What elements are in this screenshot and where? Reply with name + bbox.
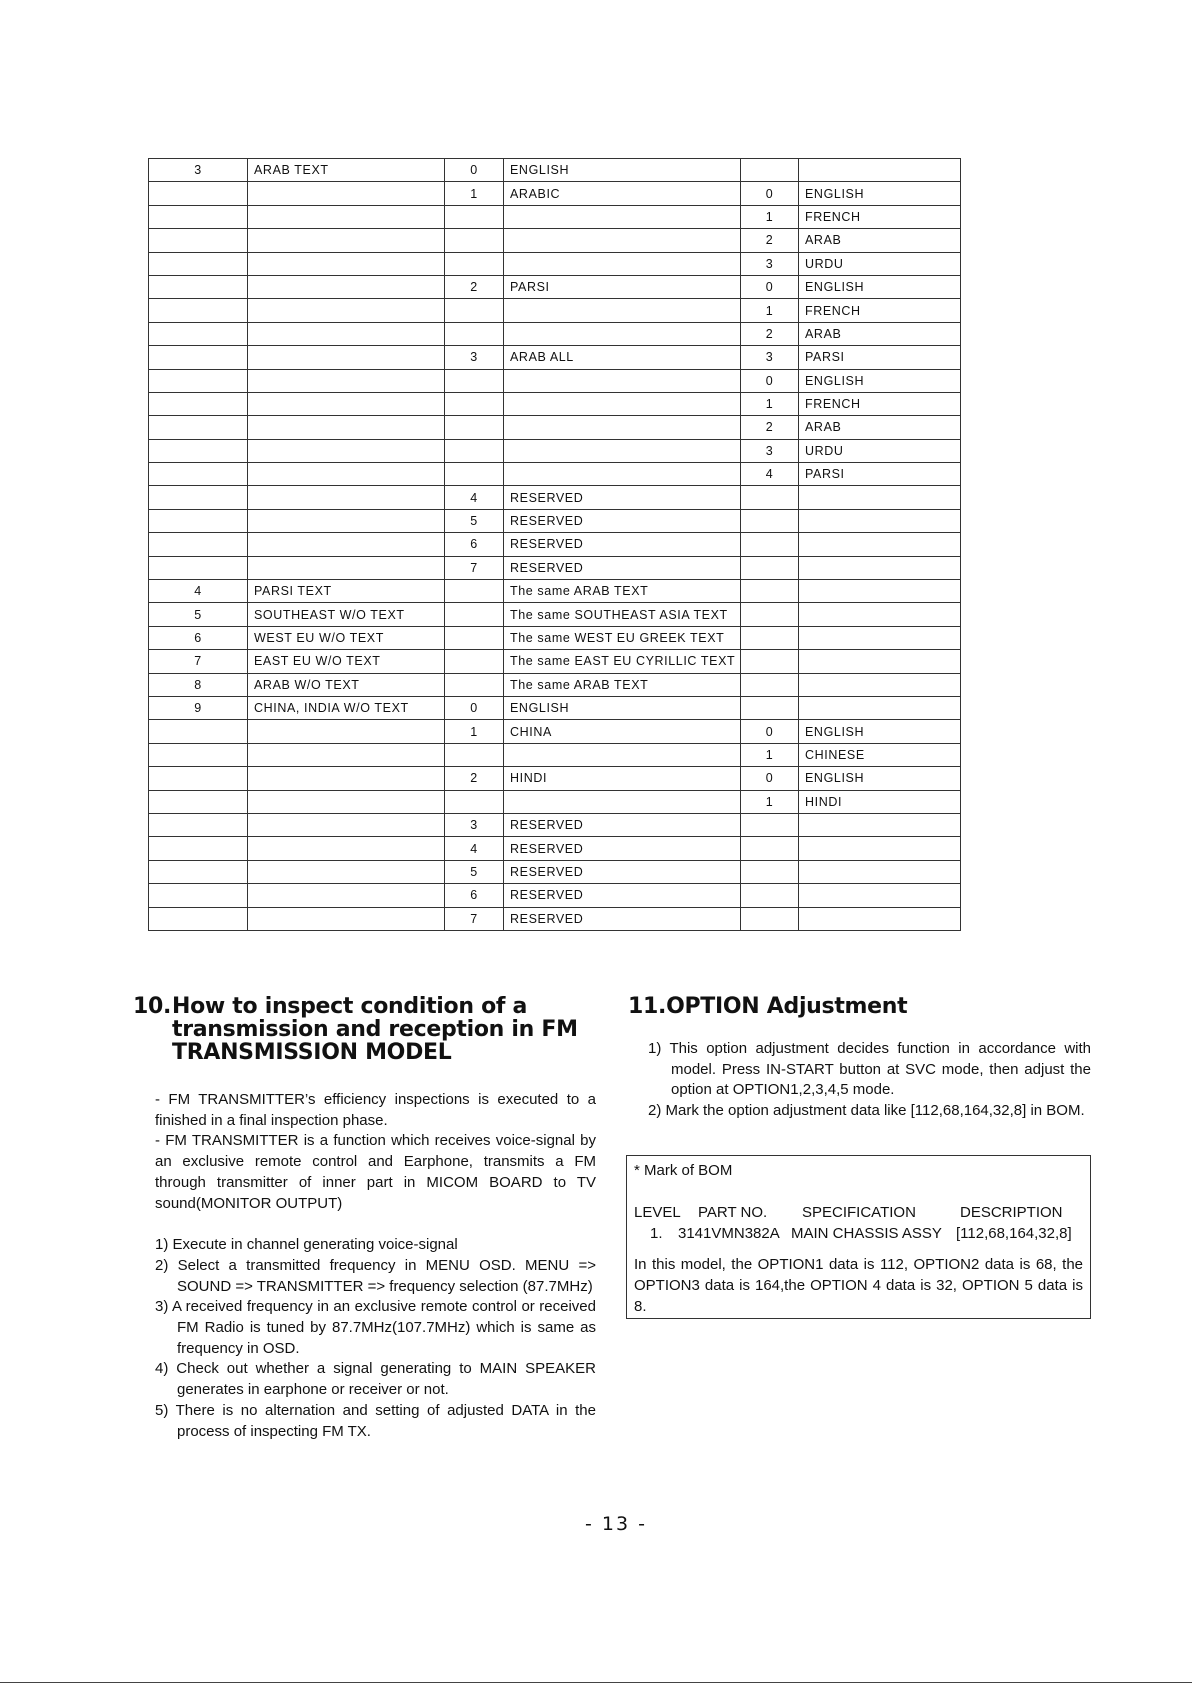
table-cell [445,743,504,766]
table-cell [149,346,248,369]
table-cell: 4 [741,463,799,486]
table-cell [248,275,445,298]
table-cell [504,205,741,228]
table-cell [149,837,248,860]
table-cell [445,439,504,462]
table-cell [741,860,799,883]
table-cell [799,626,961,649]
table-cell: 1 [741,205,799,228]
table-cell: ENGLISH [504,159,741,182]
table-cell [799,603,961,626]
table-cell: ENGLISH [799,182,961,205]
table-cell: ARAB W/O TEXT [248,673,445,696]
table-cell: 7 [149,650,248,673]
table-cell [445,392,504,415]
table-cell [445,463,504,486]
table-cell: PARSI [504,275,741,298]
table-row [149,884,961,907]
table-cell: FRENCH [799,205,961,228]
table-cell [248,860,445,883]
table-cell [248,743,445,766]
table-cell: FRENCH [799,299,961,322]
table-cell [504,299,741,322]
table-cell [248,252,445,275]
table-cell: 0 [741,720,799,743]
table-cell: WEST EU W/O TEXT [248,626,445,649]
section-11-item-1: 1) This option adjustment decides function in accordance with model. Press IN-START button at SVC mode, then adjust the option at OPTION1,2,3,4,5 mode. [648,1040,1091,1099]
table-cell [248,907,445,930]
bom-header-desc: DESCRIPTION [960,1204,1063,1221]
table-cell [741,159,799,182]
table-row [149,299,961,322]
table-cell: CHINA [504,720,741,743]
table-cell [149,182,248,205]
table-cell: The same ARAB TEXT [504,673,741,696]
table-cell [149,813,248,836]
table-cell: 0 [445,159,504,182]
table-cell: RESERVED [504,860,741,883]
table-row [149,743,961,766]
table-cell [504,392,741,415]
table-cell [149,533,248,556]
table-cell [248,322,445,345]
table-cell: 6 [445,884,504,907]
table-cell [248,463,445,486]
table-cell [248,533,445,556]
table-cell [741,696,799,719]
table-row [149,720,961,743]
table-cell [149,322,248,345]
table-cell [248,486,445,509]
table-cell [799,907,961,930]
table-cell [248,299,445,322]
table-cell: ENGLISH [799,767,961,790]
table-cell [149,252,248,275]
bom-description: [112,68,164,32,8] [956,1225,1072,1242]
table-cell: 2 [741,322,799,345]
table-cell: RESERVED [504,884,741,907]
table-cell [149,205,248,228]
table-cell: 4 [445,486,504,509]
table-cell: HINDI [504,767,741,790]
bom-header-spec: SPECIFICATION [802,1204,916,1221]
table-cell: 3 [149,159,248,182]
table-cell: 2 [741,229,799,252]
table-cell: The same EAST EU CYRILLIC TEXT [504,650,741,673]
table-cell: ENGLISH [799,369,961,392]
table-row [149,907,961,930]
table-cell [504,229,741,252]
table-cell [799,860,961,883]
table-cell: ARAB [799,416,961,439]
table-cell [149,463,248,486]
table-cell [149,556,248,579]
table-cell [248,720,445,743]
table-cell [445,626,504,649]
table-row [149,416,961,439]
table-cell [248,439,445,462]
table-cell [799,813,961,836]
table-cell: PARSI [799,346,961,369]
table-cell [149,486,248,509]
table-row [149,696,961,719]
table-cell [248,369,445,392]
table-cell [149,369,248,392]
table-row [149,837,961,860]
table-cell [741,813,799,836]
table-cell: 3 [445,813,504,836]
table-cell: 1 [741,392,799,415]
table-cell: CHINESE [799,743,961,766]
table-cell [149,767,248,790]
table-cell: ARAB ALL [504,346,741,369]
table-cell: 0 [741,275,799,298]
table-cell [741,580,799,603]
table-cell: 9 [149,696,248,719]
table-cell [741,486,799,509]
table-row [149,860,961,883]
table-cell: CHINA, INDIA W/O TEXT [248,696,445,719]
table-cell [149,392,248,415]
table-cell [149,299,248,322]
table-cell [504,322,741,345]
option-table-body [149,159,961,931]
table-cell [799,556,961,579]
table-cell [248,205,445,228]
table-cell: ARAB TEXT [248,159,445,182]
table-cell: The same SOUTHEAST ASIA TEXT [504,603,741,626]
table-cell: 8 [149,673,248,696]
table-cell [799,837,961,860]
table-cell: FRENCH [799,392,961,415]
table-cell [149,743,248,766]
table-cell: 7 [445,556,504,579]
table-cell [799,580,961,603]
table-cell [741,884,799,907]
table-cell: 6 [445,533,504,556]
table-cell: 2 [445,275,504,298]
table-row [149,159,961,182]
bom-note: In this model, the OPTION1 data is 112, OPTION2 data is 68, the OPTION3 data is 164,the OPTION 4 data is 32, OPTION 5 data is 8. [634,1256,1083,1315]
table-cell [504,252,741,275]
section-10-step-3: 3) A received frequency in an exclusive remote control or received FM Radio is tuned by 87.7MHz(107.7MHz) which is same as frequency in OSD. [155,1298,596,1357]
table-cell: 5 [445,860,504,883]
table-row [149,509,961,532]
table-cell [741,837,799,860]
section-10-step-5: 5) There is no alternation and setting of adjusted DATA in the process of inspecting FM TX. [155,1401,596,1440]
table-cell: RESERVED [504,556,741,579]
section-11-body [648,1039,1091,1122]
table-cell [149,720,248,743]
table-row [149,813,961,836]
table-cell: 5 [149,603,248,626]
table-cell [799,533,961,556]
table-cell: 1 [445,720,504,743]
page-number: - 13 - [585,1513,647,1535]
table-cell: 1 [445,182,504,205]
table-cell [445,252,504,275]
table-cell [149,229,248,252]
table-row [149,322,961,345]
table-cell [248,767,445,790]
option-table [148,158,961,931]
bom-box [626,1155,1091,1319]
table-cell: RESERVED [504,813,741,836]
bom-heading: * Mark of BOM [634,1162,733,1179]
table-cell: ENGLISH [799,275,961,298]
table-cell [445,229,504,252]
table-cell: ENGLISH [504,696,741,719]
table-cell: RESERVED [504,837,741,860]
section-10-title: How to inspect condition of a transmission and reception in FM TRANSMISSION MODEL [172,994,578,1065]
bom-data-row [634,1223,1083,1244]
table-cell: 4 [445,837,504,860]
table-cell [248,346,445,369]
table-cell: 0 [741,369,799,392]
table-row [149,369,961,392]
bom-specification: MAIN CHASSIS ASSY [791,1225,942,1242]
table-row [149,346,961,369]
bom-part-no: 3141VMN382A [678,1225,780,1242]
table-row [149,229,961,252]
table-cell [799,673,961,696]
table-cell: 1 [741,790,799,813]
table-cell: URDU [799,439,961,462]
table-row [149,767,961,790]
table-row [149,275,961,298]
table-cell: 2 [741,416,799,439]
table-row [149,392,961,415]
table-row [149,533,961,556]
table-cell [741,650,799,673]
table-cell [799,696,961,719]
table-cell [799,159,961,182]
section-10-para-1: - FM TRANSMITTER’s efficiency inspections is executed to a finished in a final inspection phase. [155,1091,596,1129]
table-cell [504,439,741,462]
table-cell [799,509,961,532]
table-cell [149,860,248,883]
table-cell [149,416,248,439]
table-cell [248,182,445,205]
table-row [149,182,961,205]
section-10-body [155,1090,596,1442]
table-cell [149,907,248,930]
table-cell: ENGLISH [799,720,961,743]
table-cell [504,369,741,392]
table-row [149,790,961,813]
table-cell: RESERVED [504,509,741,532]
table-cell [445,299,504,322]
section-10-step-2: 2) Select a transmitted frequency in MENU OSD. MENU => SOUND => TRANSMITTER => frequency selection (87.7MHz) [155,1256,596,1295]
table-cell [149,790,248,813]
bom-level: 1. [650,1225,663,1242]
table-cell [445,580,504,603]
table-cell [741,509,799,532]
bom-header-row [634,1202,1083,1223]
table-row [149,463,961,486]
table-cell [799,486,961,509]
table-cell: 1 [741,743,799,766]
table-cell: 0 [741,182,799,205]
table-cell: The same ARAB TEXT [504,580,741,603]
table-cell: EAST EU W/O TEXT [248,650,445,673]
table-cell [504,743,741,766]
table-cell: RESERVED [504,907,741,930]
table-row [149,252,961,275]
table-cell: 4 [149,580,248,603]
table-row [149,580,961,603]
table-cell [445,673,504,696]
section-10-number: 10. [133,994,172,1019]
table-cell [149,275,248,298]
table-cell: 5 [445,509,504,532]
table-cell: ARAB [799,322,961,345]
table-cell: HINDI [799,790,961,813]
table-cell: 1 [741,299,799,322]
table-cell [445,790,504,813]
table-cell: ARABIC [504,182,741,205]
table-cell [799,650,961,673]
table-cell: 3 [741,252,799,275]
table-cell [248,509,445,532]
section-10-step-1: 1) Execute in channel generating voice-signal [155,1236,458,1254]
table-row [149,556,961,579]
table-cell: 3 [741,346,799,369]
table-row [149,205,961,228]
table-cell [741,556,799,579]
table-cell [445,603,504,626]
table-cell: 7 [445,907,504,930]
table-cell [248,556,445,579]
table-cell [741,673,799,696]
table-cell [248,884,445,907]
table-cell: PARSI TEXT [248,580,445,603]
table-cell [741,533,799,556]
section-10-step-4: 4) Check out whether a signal generating to MAIN SPEAKER generates in earphone or receiver or not. [155,1360,596,1399]
table-row [149,626,961,649]
table-cell: URDU [799,252,961,275]
table-cell [248,813,445,836]
table-row [149,439,961,462]
table-cell: 0 [445,696,504,719]
table-cell: 3 [741,439,799,462]
table-cell [445,205,504,228]
table-cell [445,369,504,392]
table-cell: ARAB [799,229,961,252]
table-cell [799,884,961,907]
table-cell [149,509,248,532]
table-cell: 2 [445,767,504,790]
table-cell [248,790,445,813]
table-cell [445,416,504,439]
section-11-title: 11.OPTION Adjustment [628,994,908,1019]
table-cell [504,463,741,486]
table-cell: 6 [149,626,248,649]
table-cell [504,416,741,439]
bottom-rule [0,1682,1192,1683]
table-cell: RESERVED [504,486,741,509]
table-cell [248,229,445,252]
table-cell [741,626,799,649]
table-cell [445,650,504,673]
table-cell: The same WEST EU GREEK TEXT [504,626,741,649]
table-cell: PARSI [799,463,961,486]
table-cell: 0 [741,767,799,790]
section-11-item-2: 2) Mark the option adjustment data like [112,68,164,32,8] in BOM. [648,1102,1085,1120]
bom-header-part: PART NO. [698,1204,768,1221]
table-row [149,603,961,626]
table-cell [741,907,799,930]
section-10-para-2: - FM TRANSMITTER is a function which receives voice-signal by an exclusive remote control and Earphone, transmits a FM through transmitter of inner part in MICOM BOARD to TV sound(MONITOR OUTPUT) [155,1132,596,1212]
table-cell [741,603,799,626]
table-cell: SOUTHEAST W/O TEXT [248,603,445,626]
table-row [149,650,961,673]
table-cell [445,322,504,345]
table-row [149,486,961,509]
table-cell [248,837,445,860]
bom-header-level: LEVEL [634,1204,681,1221]
table-cell [149,884,248,907]
table-cell: RESERVED [504,533,741,556]
table-cell [504,790,741,813]
table-row [149,673,961,696]
table-cell: 3 [445,346,504,369]
table-cell [248,416,445,439]
table-cell [149,439,248,462]
table-cell [248,392,445,415]
